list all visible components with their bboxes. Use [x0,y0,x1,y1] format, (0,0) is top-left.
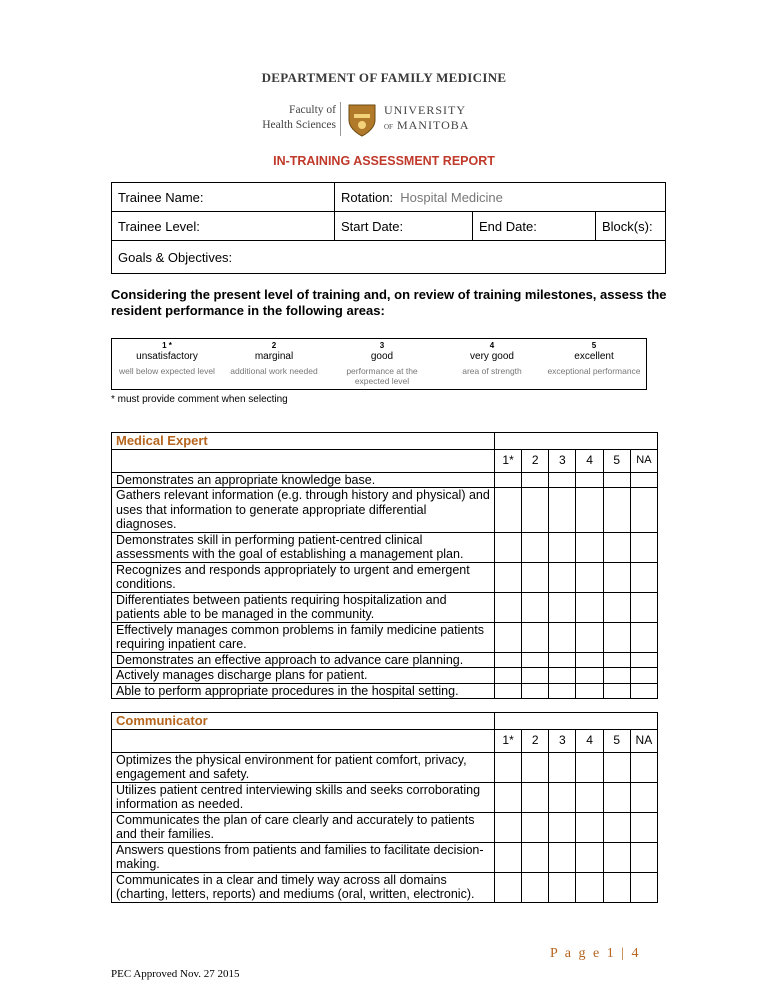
rating-cell[interactable] [576,652,603,668]
criterion-text: Demonstrates an appropriate knowledge base. [112,472,495,488]
scale-item: 2 marginal additional work needed [230,341,318,376]
scale-note: * must provide comment when selecting [111,394,288,405]
rating-cell[interactable] [495,622,522,652]
rating-cell[interactable] [603,668,630,684]
rating-cell[interactable] [603,842,630,872]
rating-cell[interactable] [522,488,549,533]
rating-cell[interactable] [576,532,603,562]
rating-cell[interactable] [549,562,576,592]
rating-cell[interactable] [549,752,576,782]
rating-cell[interactable] [603,532,630,562]
rating-cell[interactable] [630,472,657,488]
rating-cell[interactable] [522,652,549,668]
rating-cell[interactable] [576,562,603,592]
rating-cell[interactable] [549,668,576,684]
rating-cell[interactable] [549,472,576,488]
rating-cell[interactable] [495,812,522,842]
rating-cell[interactable] [630,752,657,782]
rating-cell[interactable] [495,872,522,902]
rating-cell[interactable] [603,683,630,699]
rating-cell[interactable] [495,592,522,622]
scale-item: 1 * unsatisfactory well below expected level [119,341,215,376]
rating-cell[interactable] [522,752,549,782]
rating-cell[interactable] [522,622,549,652]
rating-cell[interactable] [576,592,603,622]
rating-cell[interactable] [576,812,603,842]
trainee-level-field[interactable]: Trainee Level: [112,212,335,241]
rating-cell[interactable] [522,812,549,842]
criterion-text: Communicates the plan of care clearly and accurately to patients and their families. [112,812,495,842]
criterion-row [112,668,658,684]
column-header: 2 [522,449,549,472]
rating-cell[interactable] [576,872,603,902]
rating-cell[interactable] [495,472,522,488]
criterion-text: Utilizes patient centred interviewing skills and seeks corroborating information as needed. [112,782,495,812]
criterion-text: Able to perform appropriate procedures in the hospital setting. [112,683,495,699]
rotation-field[interactable]: Rotation: Hospital Medicine [335,183,666,212]
column-header: NA [630,729,657,752]
rating-cell[interactable] [549,782,576,812]
rating-cell[interactable] [630,668,657,684]
rating-cell[interactable] [603,782,630,812]
faculty-logo [0,100,768,140]
rating-cell[interactable] [522,683,549,699]
rating-cell[interactable] [522,668,549,684]
criterion-row [112,872,658,902]
column-header: 2 [522,729,549,752]
rating-cell[interactable] [495,562,522,592]
criterion-row [112,752,658,782]
rating-cell[interactable] [522,472,549,488]
criterion-text: Gathers relevant information (e.g. through history and physical) and uses that information to generate appropriate differential diagnoses. [112,488,495,533]
rating-cell[interactable] [549,872,576,902]
criterion-text: Answers questions from patients and families to facilitate decision-making. [112,842,495,872]
rating-cell[interactable] [549,622,576,652]
criterion-text: Communicates in a clear and timely way across all domains (charting, letters, reports) and mediums (oral, written, electronic). [112,872,495,902]
criterion-row [112,782,658,812]
criterion-row [112,472,658,488]
rating-cell[interactable] [549,683,576,699]
rating-cell[interactable] [549,488,576,533]
rating-cell[interactable] [576,842,603,872]
rating-cell[interactable] [576,683,603,699]
report-title: IN-TRAINING ASSESSMENT REPORT [273,154,495,168]
rating-cell[interactable] [549,842,576,872]
column-header: NA [630,449,657,472]
trainee-info-table [111,182,666,274]
column-header: 5 [603,449,630,472]
column-header: 1* [495,729,522,752]
rating-cell[interactable] [549,812,576,842]
communicator-table [111,712,658,903]
page-number: P a g e 1 | 4 [550,946,641,961]
rating-cell[interactable] [603,752,630,782]
rating-cell[interactable] [630,842,657,872]
approval-note: PEC Approved Nov. 27 2015 [111,968,240,980]
rating-cell[interactable] [630,622,657,652]
goals-field[interactable]: Goals & Objectives: [112,241,666,274]
rating-cell[interactable] [495,683,522,699]
criterion-row [112,562,658,592]
rating-cell[interactable] [549,592,576,622]
university-name: UNIVERSITY OF MANITOBA [384,103,470,132]
rating-cell[interactable] [495,668,522,684]
trainee-name-field[interactable]: Trainee Name: [112,183,335,212]
rating-cell[interactable] [495,488,522,533]
department-title: DEPARTMENT OF FAMILY MEDICINE [261,70,507,85]
block-field[interactable]: Block(s): [596,212,666,241]
assessment-instruction: Considering the present level of training and, on review of training milestones, assess the resident performance in the following areas: [111,287,667,318]
rating-cell[interactable] [576,622,603,652]
scale-item: 3 good performance at the expected level [346,341,418,386]
criterion-row [112,842,658,872]
criterion-text: Optimizes the physical environment for patient comfort, privacy, engagement and safety. [112,752,495,782]
end-date-field[interactable]: End Date: [473,212,596,241]
section-title: Communicator [112,713,495,730]
column-header: 1* [495,449,522,472]
rating-cell[interactable] [522,562,549,592]
criterion-row [112,592,658,622]
column-header: 3 [549,449,576,472]
criterion-row [112,683,658,699]
rating-cell[interactable] [522,532,549,562]
scale-item: 4 very good area of strength [462,341,522,376]
university-crest-icon [346,102,378,138]
rating-cell[interactable] [522,842,549,872]
criterion-text: Actively manages discharge plans for patient. [112,668,495,684]
rating-cell[interactable] [630,683,657,699]
rating-cell[interactable] [603,562,630,592]
rating-cell[interactable] [576,752,603,782]
criterion-text: Demonstrates an effective approach to advance care planning. [112,652,495,668]
rating-scale-legend [111,338,647,390]
criterion-text: Effectively manages common problems in family medicine patients requiring inpatient care. [112,622,495,652]
rating-cell[interactable] [495,782,522,812]
rating-cell[interactable] [576,782,603,812]
rating-cell[interactable] [522,872,549,902]
rating-cell[interactable] [576,488,603,533]
criterion-row [112,532,658,562]
column-header: 5 [603,729,630,752]
rating-cell[interactable] [630,812,657,842]
start-date-field[interactable]: Start Date: [335,212,473,241]
rating-cell[interactable] [603,812,630,842]
rating-cell[interactable] [522,782,549,812]
rating-cell[interactable] [603,652,630,668]
rating-cell[interactable] [630,782,657,812]
criterion-text: Recognizes and responds appropriately to urgent and emergent conditions. [112,562,495,592]
criterion-text: Demonstrates skill in performing patient-centred clinical assessments with the goal of establishing a management plan. [112,532,495,562]
rating-cell[interactable] [630,562,657,592]
rating-cell[interactable] [495,842,522,872]
scale-item: 5 excellent exceptional performance [547,341,641,376]
rating-cell[interactable] [603,872,630,902]
faculty-name: Faculty of Health Sciences [262,104,336,131]
criterion-text: Differentiates between patients requiring hospitalization and patients able to be managed in the community. [112,592,495,622]
rating-cell[interactable] [522,592,549,622]
criterion-row [112,652,658,668]
rating-cell[interactable] [603,488,630,533]
rating-cell[interactable] [549,532,576,562]
column-header: 4 [576,729,603,752]
section-title: Medical Expert [112,433,495,450]
criterion-row [112,488,658,533]
rating-cell[interactable] [630,652,657,668]
rating-cell[interactable] [495,752,522,782]
rating-cell[interactable] [495,652,522,668]
medical-expert-table [111,432,658,699]
rating-cell[interactable] [630,488,657,533]
rating-cell[interactable] [576,668,603,684]
rating-cell[interactable] [630,592,657,622]
rating-cell[interactable] [603,622,630,652]
rating-cell[interactable] [549,652,576,668]
rating-cell[interactable] [603,592,630,622]
criterion-row [112,812,658,842]
rating-cell[interactable] [495,532,522,562]
rating-cell[interactable] [630,532,657,562]
column-header: 4 [576,449,603,472]
criterion-row [112,622,658,652]
rating-cell[interactable] [603,472,630,488]
column-header: 3 [549,729,576,752]
rating-cell[interactable] [576,472,603,488]
rating-cell[interactable] [630,872,657,902]
